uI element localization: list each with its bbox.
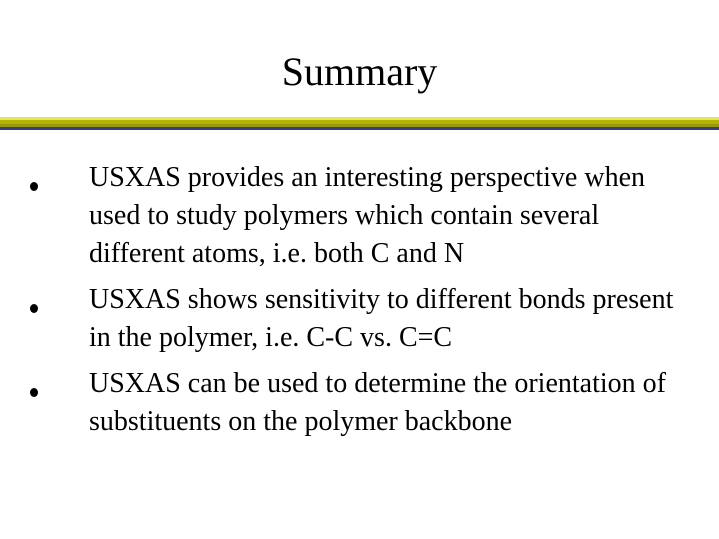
bullet-text: USXAS provides an interesting perspective when used to study polymers which contain several different atoms, i.e. both C and N — [89, 162, 645, 269]
title-divider-underline — [0, 127, 719, 130]
bullet-item-1 — [0, 159, 719, 273]
bullet-list — [0, 159, 719, 449]
bullet-item-3 — [0, 365, 719, 441]
bullet-dot-icon — [30, 182, 38, 191]
bullet-dot-icon — [30, 304, 38, 313]
slide-title: Summary — [281, 49, 438, 94]
bullet-dot-icon — [30, 388, 38, 397]
bullet-item-2 — [0, 281, 719, 357]
bullet-text: USXAS shows sensitivity to different bonds present in the polymer, i.e. C-C vs. C=C — [89, 284, 674, 353]
bullet-text: USXAS can be used to determine the orientation of substituents on the polymer backbone — [89, 368, 666, 437]
